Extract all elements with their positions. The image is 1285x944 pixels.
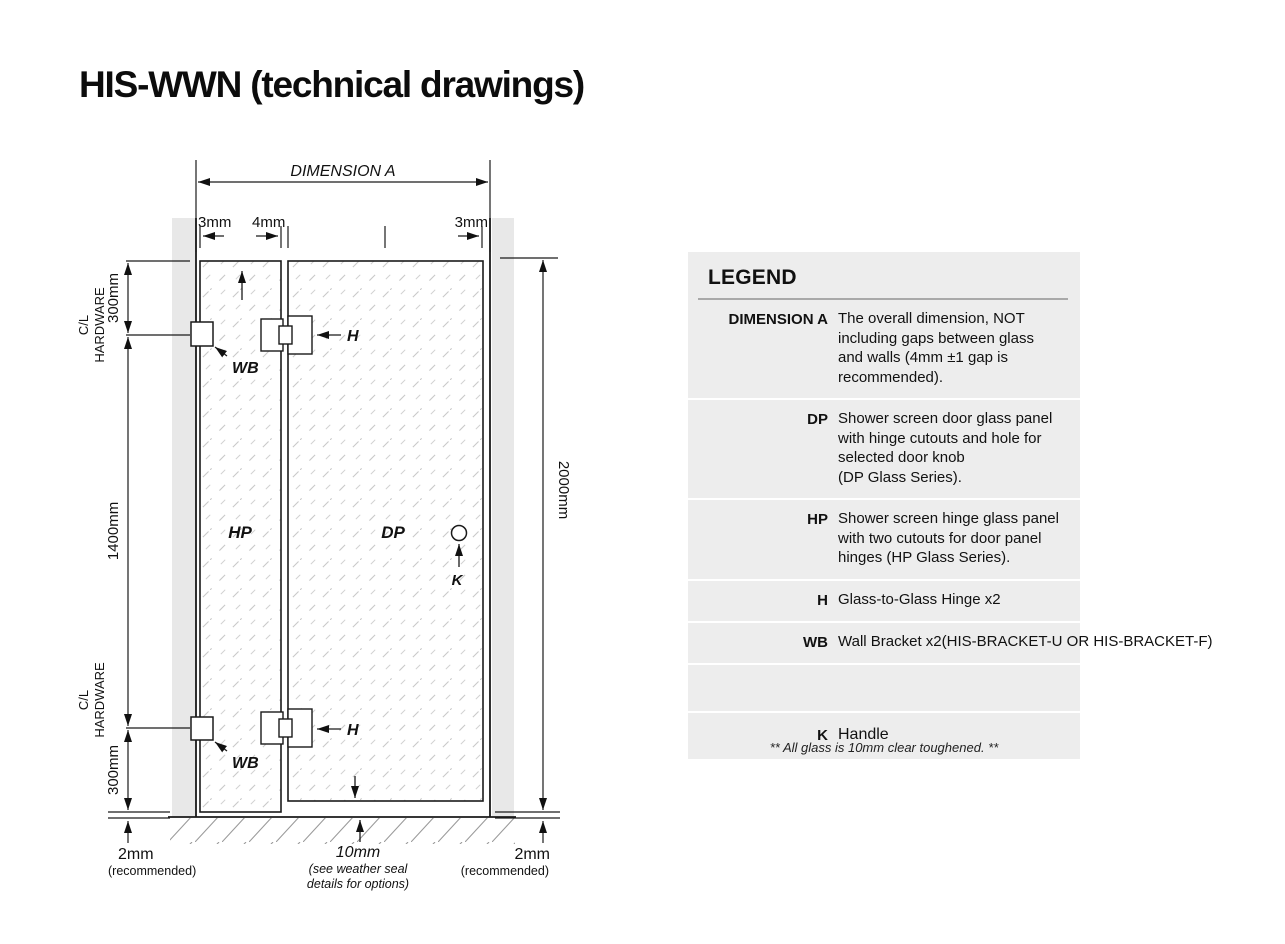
legend-row-dimension-a <box>688 300 1080 398</box>
h-top-label: H <box>347 328 359 345</box>
technical-drawing <box>60 140 660 940</box>
bottom-center-note1: (see weather seal <box>308 862 408 876</box>
legend-row-dp <box>688 398 1080 498</box>
dim-300-bottom-label: 300mm <box>105 744 122 796</box>
glass-footnote: ** All glass is 10mm clear toughened. ** <box>769 740 999 755</box>
bottom-left-value: 2mm <box>118 846 154 863</box>
legend-heading: LEGEND <box>708 266 797 289</box>
bottom-center-note2: details for options) <box>306 877 410 891</box>
legend-term: WB <box>803 633 828 651</box>
gap-right-label: 3mm <box>454 214 488 231</box>
gap-left-label: 3mm <box>198 214 232 231</box>
legend-term: DIMENSION A <box>728 311 828 328</box>
page-title: HIS-WWN (technical drawings) <box>79 64 584 105</box>
legend-description: Wall Bracket x2(HIS-BRACKET-U OR HIS-BRACKET-F) <box>838 632 1213 650</box>
legend-row-h <box>688 579 1080 621</box>
legend-term: H <box>817 591 828 609</box>
cl-hardware-top-line1: C/L <box>76 314 91 336</box>
legend-description: Shower screen hinge glass panel with two cutouts for door panel hinges (HP Glass Series). <box>838 510 1059 566</box>
legend-term: K <box>817 726 828 744</box>
dimension-a-label: DIMENSION A <box>290 163 396 180</box>
cl-hardware-top-line2: HARDWARE <box>92 287 107 363</box>
floor <box>168 817 516 844</box>
bottom-right-note: (recommended) <box>460 864 549 878</box>
dp-panel-label: DP <box>381 523 405 542</box>
legend-description: Glass-to-Glass Hinge x2 <box>838 590 1001 608</box>
dim-1400-label: 1400mm <box>105 501 122 561</box>
cl-hardware-bottom-line1: C/L <box>76 689 91 711</box>
legend-description: Handle <box>838 725 889 743</box>
wall-right <box>490 218 514 817</box>
legend-description: Shower screen door glass panel with hinge cutouts and hole for selected door knob (DP Glass Series). <box>838 410 1053 486</box>
top-gap-dimensions <box>200 226 482 248</box>
bottom-right-value: 2mm <box>514 846 550 863</box>
hinge-top <box>261 316 312 354</box>
dim-300-top-label: 300mm <box>105 272 122 324</box>
hinge-bottom <box>261 709 312 747</box>
bottom-left-note: (recommended) <box>108 864 197 878</box>
gap-middle-label: 4mm <box>252 214 286 231</box>
legend-term: DP <box>807 411 828 428</box>
legend-row-wb <box>688 621 1213 663</box>
hp-panel-label: HP <box>228 523 252 542</box>
cl-hardware-bottom-line2: HARDWARE <box>92 662 107 738</box>
legend-row-empty <box>688 663 1080 711</box>
h-bottom-label: H <box>347 722 359 739</box>
wb-bottom-label: WB <box>232 755 259 772</box>
wb-top-label: WB <box>232 360 259 377</box>
legend-term: HP <box>807 511 828 528</box>
legend-panel <box>688 252 1213 759</box>
bottom-center-value: 10mm <box>335 844 381 861</box>
dim-2000-label: 2000mm <box>555 460 572 520</box>
legend-description: The overall dimension, NOT including gaps between glass and walls (4mm ±1 gap is recommended). <box>838 310 1034 386</box>
legend-row-hp <box>688 498 1080 579</box>
k-label: K <box>451 572 463 589</box>
